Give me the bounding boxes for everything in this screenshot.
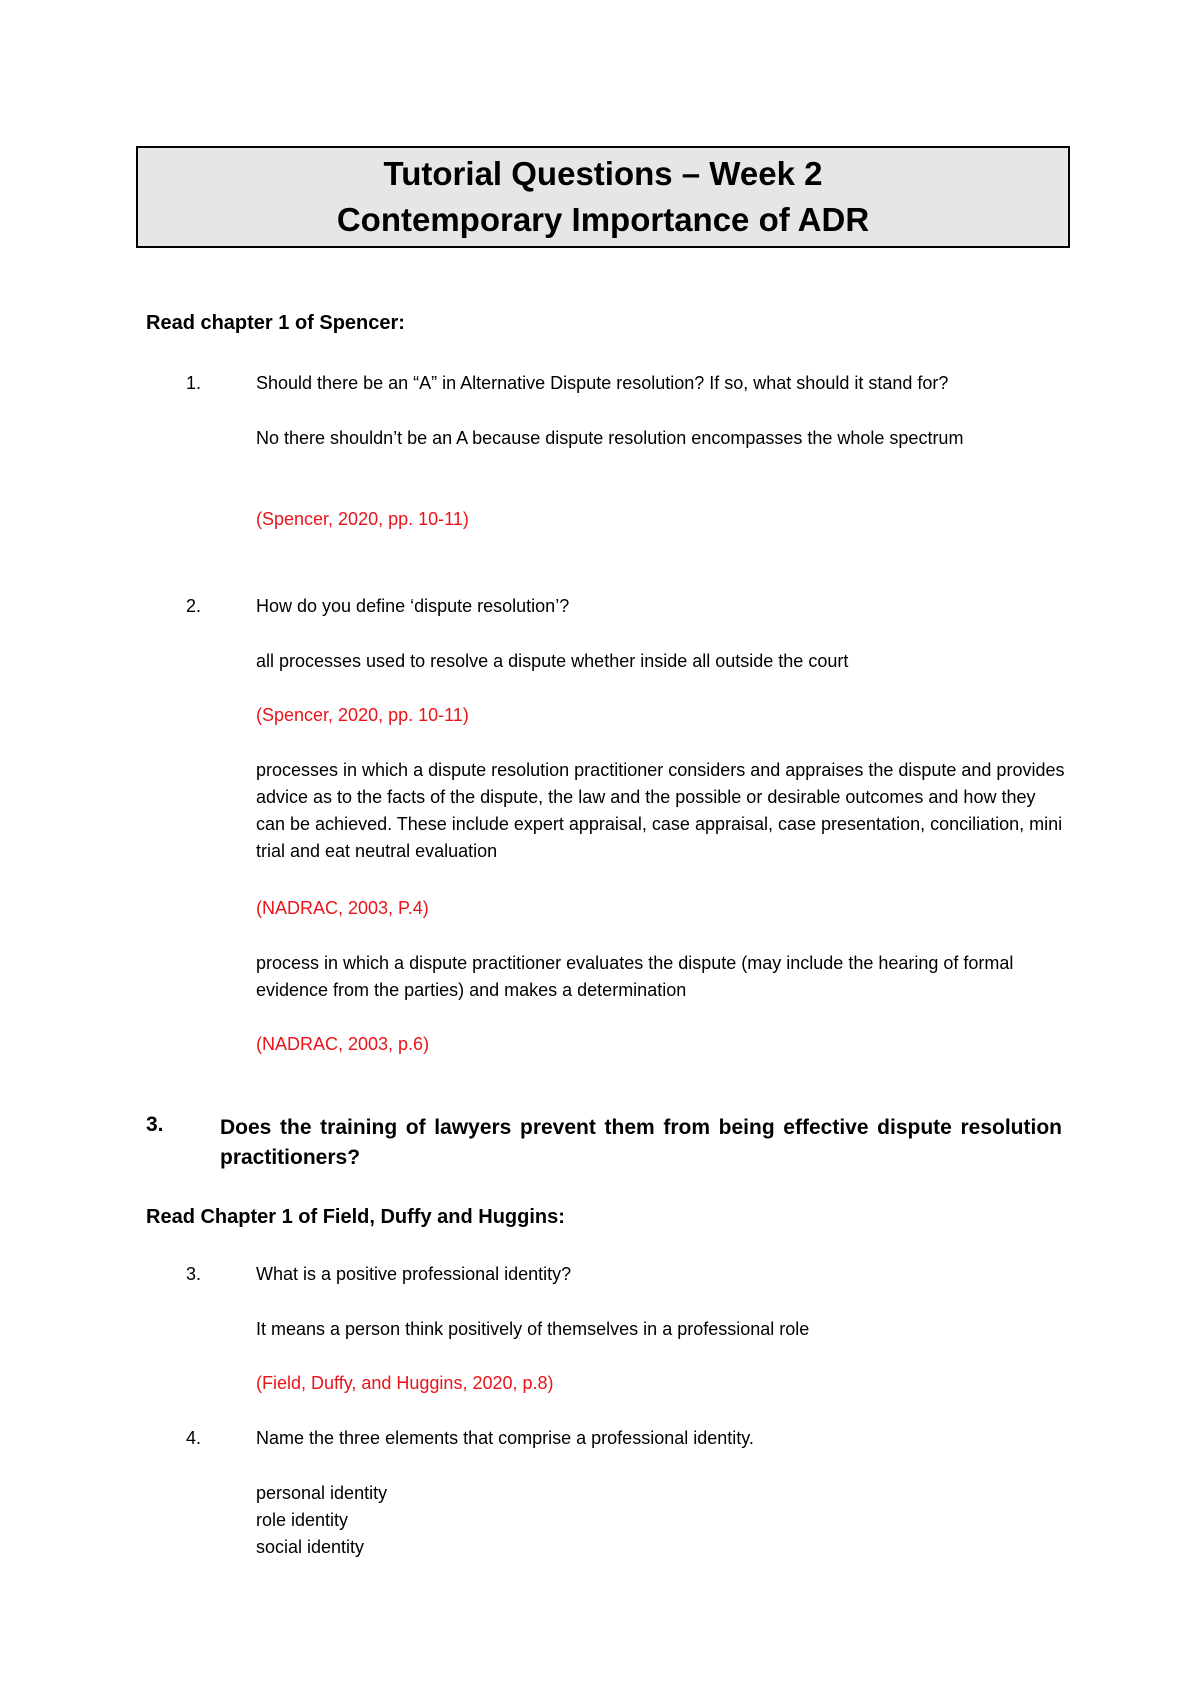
answer-text: all processes used to resolve a dispute whether inside all outside the court [256,651,849,671]
question-text: Does the training of lawyers prevent them from being effective dispute resolution practitioners? [220,1116,1062,1169]
answer-text: processes in which a dispute resolution practitioner considers and appraises the dispute and provides advice as to the facts of the dispute, the law and the possible or desirable outcomes and how they can be achieved. These include expert appraisal, case appraisal, case presentation, conciliation, mini trial and eat neutral evaluation [256,760,1065,861]
answer-text: No there shouldn’t be an A because dispute resolution encompasses the whole spectrum [256,428,964,448]
document-subtitle: Contemporary Importance of ADR [336,201,870,238]
citation: (Spencer, 2020, pp. 10-11) [256,509,469,529]
citation: (Spencer, 2020, pp. 10-11) [256,705,469,725]
list-item: role identity [256,1510,349,1530]
question-number: 4. [186,1428,202,1448]
citation: (Field, Duffy, and Huggins, 2020, p.8) [256,1373,554,1393]
question-text: Name the three elements that comprise a professional identity. [256,1428,754,1448]
list-item: personal identity [256,1483,388,1503]
question-number: 2. [186,596,202,616]
section-heading-field: Read Chapter 1 of Field, Duffy and Huggins: [146,1206,565,1228]
answer-text: It means a person think positively of themselves in a professional role [256,1319,810,1339]
citation: (NADRAC, 2003, P.4) [256,898,429,918]
elements-list [256,1480,1076,1561]
citation: (NADRAC, 2003, p.6) [256,1034,430,1054]
title-box [136,146,1070,248]
question-text: Should there be an “A” in Alternative Dispute resolution? If so, what should it stand for? [256,373,949,393]
document-title: Tutorial Questions – Week 2 [383,155,823,192]
section-heading-spencer: Read chapter 1 of Spencer: [146,312,405,334]
question-text: How do you define ‘dispute resolution’? [256,596,570,616]
question-number: 1. [186,373,202,393]
list-item: social identity [256,1537,365,1557]
question-number: 3. [186,1264,202,1284]
question-text: What is a positive professional identity? [256,1264,572,1284]
answer-text: process in which a dispute practitioner evaluates the dispute (may include the hearing of formal evidence from the parties) and makes a determination [256,953,1014,1000]
question-number: 3. [146,1113,164,1136]
